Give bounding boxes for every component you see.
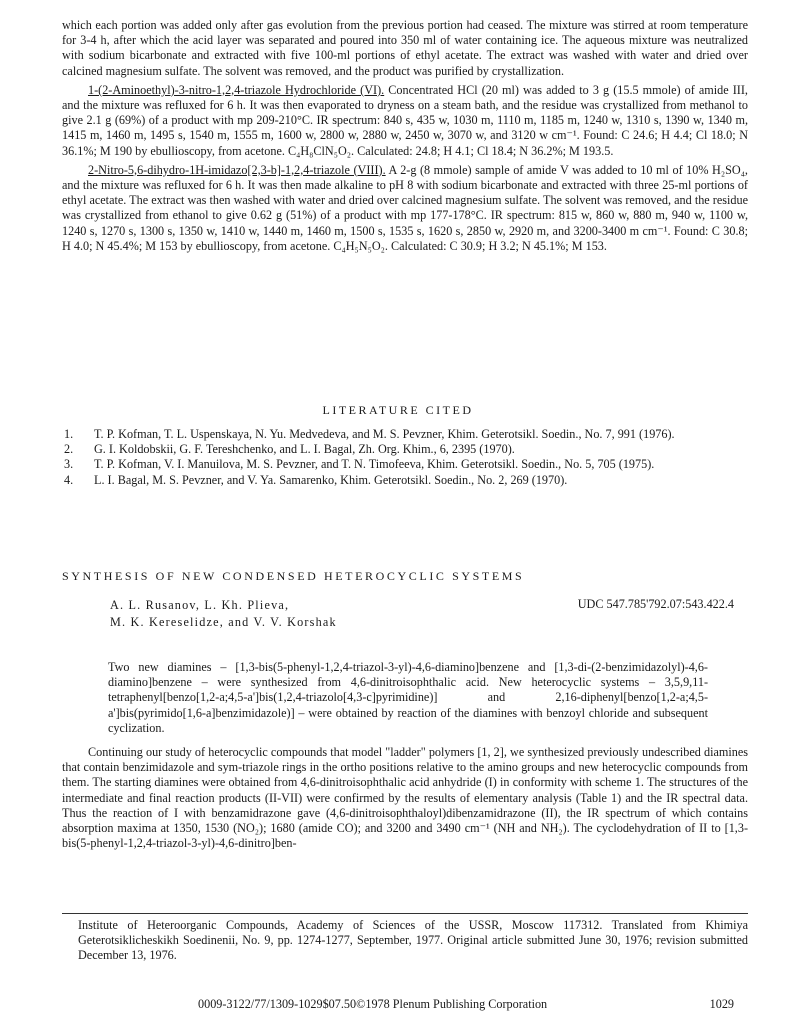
body-paragraph: Continuing our study of heterocyclic compounds that model "ladder" polymers [1, 2], we synthesized previously undescribed diamines that contain benzimidazole and sym-triazole rings in the ortho positions relative to the amino groups and new heterocyclic compounds from them. The starting diamines were obtained from 4,6-dinitroisophthalic acid anhydride (I) in conformity with scheme 1. The structures of the intermediate and final reaction products (II-VII) were confirmed by the results of elementary analysis (Table 1) and the IR spectral data. Thus the reaction of I with benzamidrazone gave (4,6-dinitroisophthaloyl)dibenzamidrazone (II), the IR spectrum of which contains absorption maxima at 1350, 1530 (NO₂); 1680 (amide CO); and 3200 and 3490 cm⁻¹ (NH and NH₂). The cyclodehydration of II to [1,3-bis(5-phenyl-1,2,4-triazol-3-yl)-4,6-dinitro]ben- [62,745,748,851]
article-body [62,745,748,851]
authors-block [110,597,337,631]
authors-line: M. K. Kereselidze, and V. V. Korshak [110,615,337,629]
reference-text: T. P. Kofman, T. L. Uspenskaya, N. Yu. Medvedeva, and M. S. Pevzner, Khim. Geterotsikl. Soedin., No. 7, 991 (1976). [94,427,675,441]
literature-heading: LITERATURE CITED [322,403,474,417]
udc-code: UDC 547.785'792.07:543.422.4 [577,597,734,611]
reference-number: 1. [64,427,74,441]
reference-list [62,427,748,488]
experimental-section [62,18,748,254]
continuation-paragraph: which each portion was added only after gas evolution from the previous portion had ceased. The mixture was stirred at room temperature for 3-4 h, after which the acid layer was separated and poured into 350 ml of water containing ice. The aqueous mixture was neutralized with sodium bicarbonate and extracted with five 100-ml portions of ethyl acetate. The extract was washed with water and dried over calcined magnesium sulfate. The solvent was removed, and the product was purified by crystallization. [62,18,748,78]
compound-vi-title: 1-(2-Aminoethyl)-3-nitro-1,2,4-triazole Hydrochloride (VI). [88,82,385,97]
compound-vi-text: Concentrated HCl (20 ml) was added to 3 g (15.5 mmole) of amide III, and the mixture was refluxed for 6 h. It was then evaporated to dryness on a steam bath, and the residue was crystallized from methanol to give 2.1 g (69%) of a product with mp 209-210°C. IR spectrum: 840 s, 435 w, 1030 m, 1110 m, 1185 m, 1240 w, 1310 s, 1390 w, 1340 m, 1415 m, 1460 m, 1495 s, 1540 m, 1555 m, 1600 w, 2800 w, 2880 w, 2450 w, 3070 w, and 3120 w cm⁻¹. Found: C 24.6; H 4.4; Cl 18.0; N 36.1%; M 190 by ebullioscopy, from acetone. C₄H₈ClN₅O₂. Calculated: 24.8; H 4.1; Cl 18.4; N 36.2%; M 193.5. [62,82,748,158]
reference-number: 4. [64,472,74,487]
compound-vi-paragraph [62,83,748,159]
abstract [108,660,708,736]
authors-line: A. L. Rusanov, L. Kh. Plieva, [110,598,290,612]
reference-text: G. I. Koldobskii, G. F. Tereshchenko, and L. I. Bagal, Zh. Org. Khim., 6, 2395 (1970). [94,442,515,457]
footnote-divider [62,913,748,914]
footnote-text: Institute of Heteroorganic Compounds, Academy of Sciences of the USSR, Moscow 117312. Translated from Khimiya Geterotsiklicheskikh Soedinenii, No. 9, pp. 1274-1277, September, 1977. Original article submitted June 30, 1976; revision submitted December 13, 1976. [78,918,748,962]
compound-viii-text: A 2-g (8 mmole) sample of amide V was added to 10 ml of 10% H₂SO₄, and the mixture was refluxed for 6 h. It was then made alkaline to pH 8 with sodium bicarbonate and extracted with three 25-ml portions of ethyl acetate. The extract was then washed with water and dried over calcined magnesium sulfate. The solvent was removed, and the residue was crystallized from ethanol to give 0.62 g (51%) of a product with mp 177-178°C. IR spectrum: 815 w, 860 w, 880 m, 940 w, 1100 w, 1240 s, 1270 s, 1300 s, 1350 w, 1410 w, 1440 m, 1460 m, 1500 s, 1535 s, 1620 s, 2850 w, 2920 m, and 3200-3400 m cm⁻¹. Found: C 30.8; H 4.0; N 45.4%; M 153 by ebullioscopy, from acetone. C₄H₅N₅O₂. Calculated: C 30.9; H 3.2; N 45.1%; M 153. [62,162,748,253]
article-title: SYNTHESIS OF NEW CONDENSED HETEROCYCLIC SYSTEMS [62,569,525,583]
reference-item [62,427,748,442]
reference-number: 2. [64,442,74,457]
abstract-text: Two new diamines – [1,3-bis(5-phenyl-1,2,4-triazol-3-yl)-4,6-diamino]benzene and [1,3-di-(2-benzimidazolyl)-4,6-diamino]benzene – were synthesized from 4,6-dinitroisophthalic acid. New heterocyclic systems – 3,5,9,11-tetraphenyl[benzo[1,2-a;4,5-a']bis(1,2,4-triazolo[4,3-c]pyrimidine)] and 2,16-diphenyl[benzo[1,2-a;4,5-a']bis(pyrimido[1,6-a]benzimidazole)] – were obtained by reaction of the diamines with benzoyl chloride and subsequent cyclization. [108,660,708,735]
page-number: 1029 [709,997,734,1011]
footnote [78,918,748,963]
compound-viii-title: 2-Nitro-5,6-dihydro-1H-imidazo[2,3-b]-1,2,4-triazole (VIII). [88,162,386,177]
reference-item [62,457,748,472]
compound-viii-paragraph [62,163,748,254]
reference-item [62,473,748,488]
reference-text: L. I. Bagal, M. S. Pevzner, and V. Ya. Samarenko, Khim. Geterotsikl. Soedin., No. 2, 269 (1970). [94,472,568,487]
copyright-line: 0009-3122/77/1309-1029$07.50©1978 Plenum Publishing Corporation [198,997,548,1011]
reference-item [62,442,748,457]
reference-number: 3. [64,457,74,472]
reference-text: T. P. Kofman, V. I. Manuilova, M. S. Pevzner, and T. N. Timofeeva, Khim. Geterotsikl. Soedin., No. 5, 705 (1975). [94,457,655,472]
